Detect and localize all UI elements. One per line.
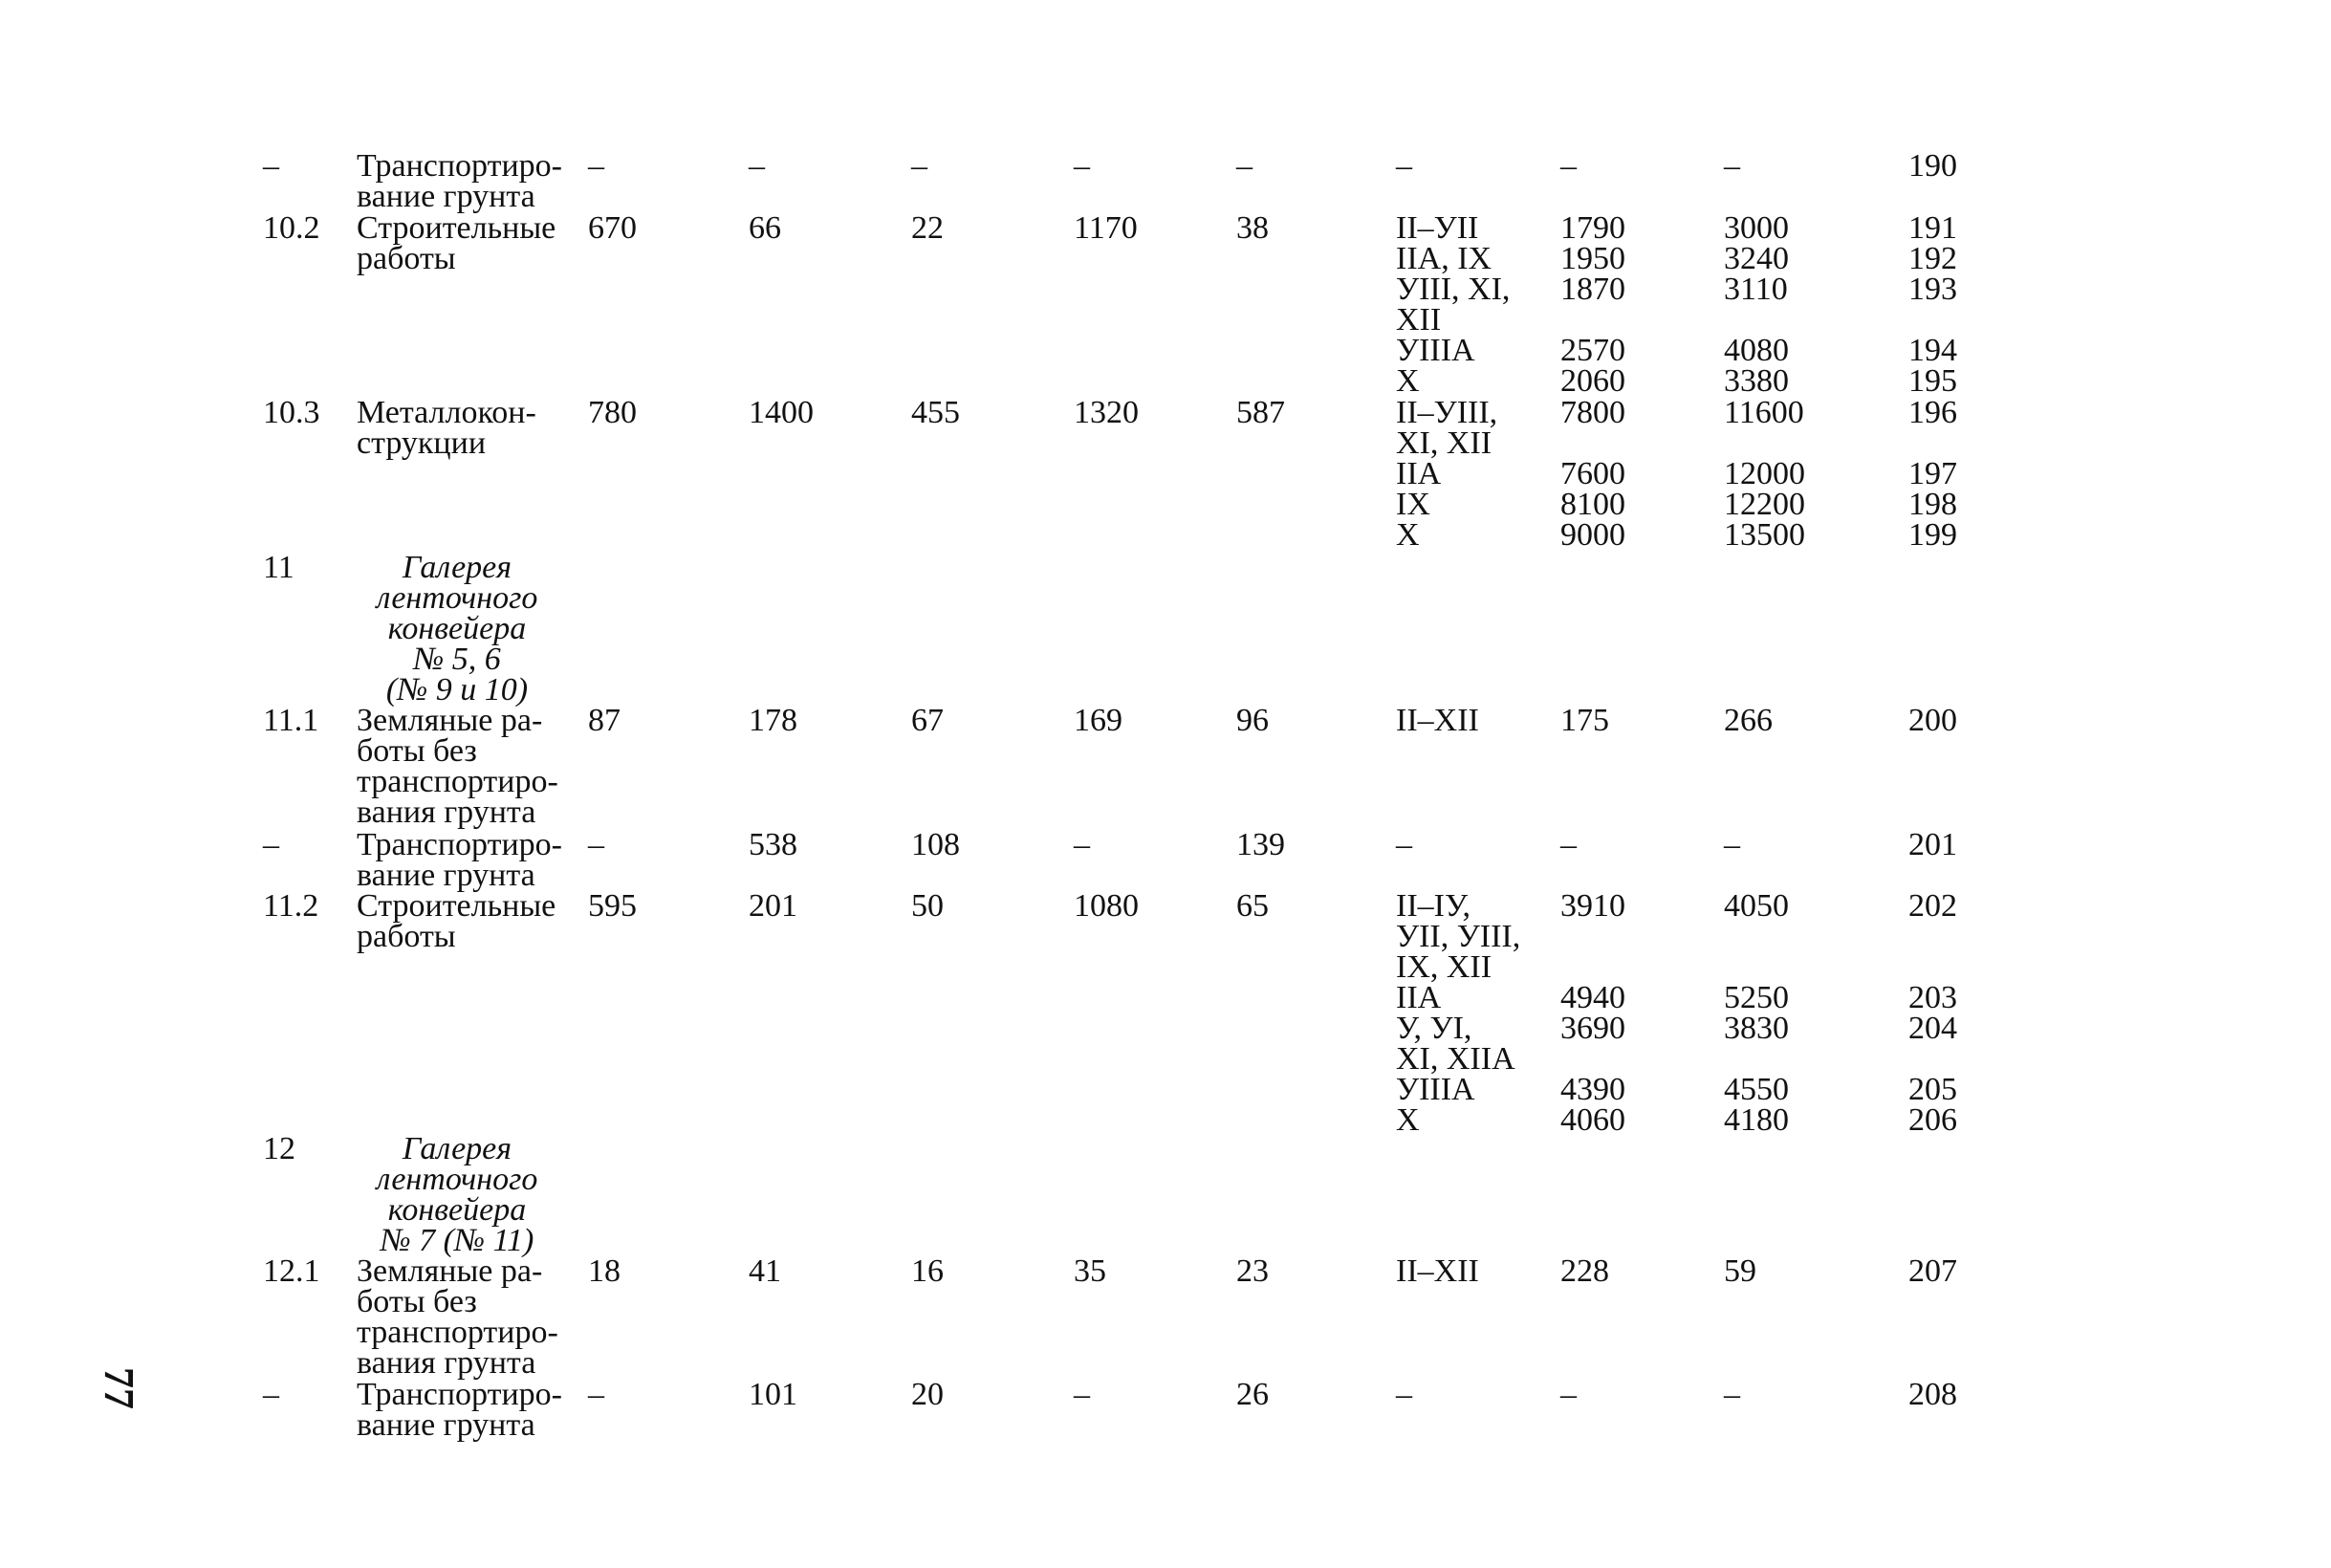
row-code: 201	[1908, 827, 1957, 862]
work-name: Земляные ра- боты без транспортиро- вания грунта	[357, 703, 558, 830]
value-col-7: 11600 12000 12200 13500	[1724, 395, 1805, 553]
work-name: Строительные работы	[357, 888, 556, 954]
value-col-7: 59	[1724, 1253, 1756, 1289]
value-col-6: 228	[1560, 1253, 1609, 1289]
value-col-7: –	[1724, 1377, 1740, 1412]
value-col-3: 16	[911, 1253, 944, 1289]
value-col-1: 18	[588, 1253, 621, 1289]
work-name: Металлокон- струкции	[357, 395, 536, 461]
value-col-5: –	[1236, 148, 1253, 184]
work-name: Строительные работы	[357, 210, 556, 276]
value-col-7: –	[1724, 148, 1740, 184]
value-col-5: 587	[1236, 395, 1285, 430]
value-col-2: 41	[749, 1253, 781, 1289]
value-col-1: –	[588, 1377, 604, 1412]
regions: –	[1396, 1377, 1412, 1412]
value-col-6: 3910 4940 3690 4390 4060	[1560, 888, 1625, 1138]
row-number: –	[263, 148, 279, 184]
value-col-4: 35	[1074, 1253, 1106, 1289]
work-name: Транспортиро- вание грунта	[357, 148, 562, 214]
value-col-3: 67	[911, 703, 944, 738]
value-col-5: 65	[1236, 888, 1269, 924]
regions: –	[1396, 148, 1412, 184]
value-col-3: 108	[911, 827, 960, 862]
regions: II–ХII	[1396, 1253, 1479, 1289]
value-col-4: 1320	[1074, 395, 1139, 430]
section-number: 11	[263, 550, 294, 585]
row-number: 11.1	[263, 703, 319, 738]
value-col-1: –	[588, 827, 604, 862]
value-col-7: 3000 3240 3110 4080 3380	[1724, 210, 1789, 399]
value-col-2: 101	[749, 1377, 797, 1412]
value-col-3: –	[911, 148, 927, 184]
work-name: Земляные ра- боты без транспортиро- вания грунта	[357, 1253, 558, 1381]
value-col-1: –	[588, 148, 604, 184]
row-number: 10.2	[263, 210, 320, 246]
value-col-3: 455	[911, 395, 960, 430]
value-col-1: 595	[588, 888, 637, 924]
value-col-6: 175	[1560, 703, 1609, 738]
regions: II–УIII, ХI, ХII IIА IХ Х	[1396, 395, 1498, 553]
row-code: 196 197 198 199	[1908, 395, 1957, 553]
row-code: 208	[1908, 1377, 1957, 1412]
row-code: 207	[1908, 1253, 1957, 1289]
value-col-3: 50	[911, 888, 944, 924]
value-col-2: –	[749, 148, 765, 184]
value-col-7: 4050 5250 3830 4550 4180	[1724, 888, 1789, 1138]
value-col-4: 169	[1074, 703, 1122, 738]
regions: II–IУ, УII, УIII, IХ, ХII IIА У, УI, ХI, ХIIА УIIIА Х	[1396, 888, 1521, 1138]
value-col-6: –	[1560, 148, 1577, 184]
value-col-2: 201	[749, 888, 797, 924]
value-col-5: 23	[1236, 1253, 1269, 1289]
value-col-3: 20	[911, 1377, 944, 1412]
value-col-5: 38	[1236, 210, 1269, 246]
row-number: –	[263, 1377, 279, 1412]
value-col-5: 139	[1236, 827, 1285, 862]
row-code: 202 203 204 205 206	[1908, 888, 1957, 1138]
value-col-4: –	[1074, 827, 1090, 862]
regions: II–УII IIА, IХ УIII, ХI, ХII УIIIА Х	[1396, 210, 1511, 399]
value-col-2: 178	[749, 703, 797, 738]
value-col-7: 266	[1724, 703, 1773, 738]
section-title: Галерея ленточного конвейера № 7 (№ 11)	[376, 1131, 538, 1258]
row-number: 11.2	[263, 888, 319, 924]
row-number: –	[263, 827, 279, 862]
value-col-2: 66	[749, 210, 781, 246]
value-col-2: 1400	[749, 395, 814, 430]
value-col-7: –	[1724, 827, 1740, 862]
section-title: Галерея ленточного конвейера № 5, 6 (№ 9 и 10)	[376, 550, 538, 708]
regions: II–ХII	[1396, 703, 1479, 738]
row-number: 12.1	[263, 1253, 320, 1289]
value-col-4: 1080	[1074, 888, 1139, 924]
section-number: 12	[263, 1131, 295, 1166]
value-col-3: 22	[911, 210, 944, 246]
work-name: Транспортиро- вание грунта	[357, 827, 562, 893]
value-col-4: –	[1074, 148, 1090, 184]
value-col-6: 7800 7600 8100 9000	[1560, 395, 1625, 553]
value-col-1: 87	[588, 703, 621, 738]
page-number: 77	[96, 1367, 142, 1409]
row-number: 10.3	[263, 395, 320, 430]
value-col-1: 670	[588, 210, 637, 246]
row-code: 200	[1908, 703, 1957, 738]
row-code: 191 192 193 194 195	[1908, 210, 1957, 399]
value-col-6: –	[1560, 1377, 1577, 1412]
row-code: 190	[1908, 148, 1957, 184]
value-col-6: –	[1560, 827, 1577, 862]
regions: –	[1396, 827, 1412, 862]
value-col-5: 96	[1236, 703, 1269, 738]
value-col-4: 1170	[1074, 210, 1138, 246]
value-col-6: 1790 1950 1870 2570 2060	[1560, 210, 1625, 399]
value-col-2: 538	[749, 827, 797, 862]
work-name: Транспортиро- вание грунта	[357, 1377, 562, 1443]
value-col-4: –	[1074, 1377, 1090, 1412]
value-col-5: 26	[1236, 1377, 1269, 1412]
value-col-1: 780	[588, 395, 637, 430]
